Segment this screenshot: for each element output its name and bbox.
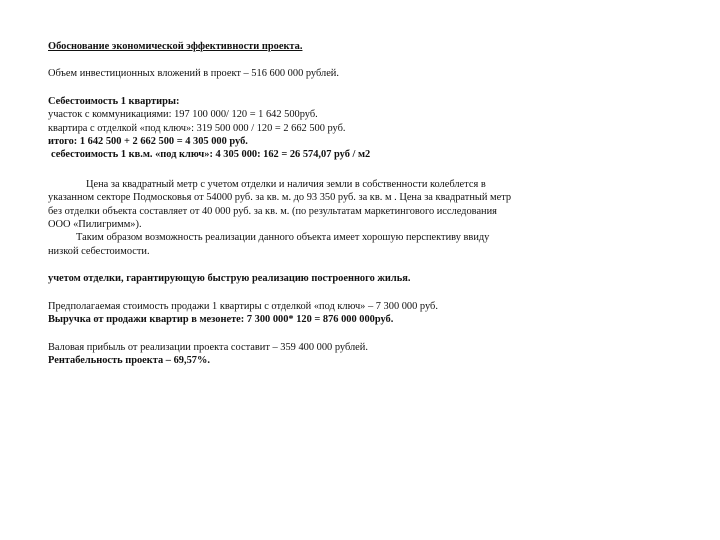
market-line-1: Цена за квадратный метр с учетом отделки и наличия земли в собственности колеблется в xyxy=(86,178,486,190)
cost-apartment: квартира с отделкой «под ключ»: 319 500 000 / 120 = 2 662 500 руб. xyxy=(48,122,346,134)
market-line-5: Таким образом возможность реализации данного объекта имеет хорошую перспективу ввиду xyxy=(76,232,490,244)
cost-land: участок с коммуникациями: 197 100 000/ 120 = 1 642 500руб. xyxy=(48,109,318,121)
profit-section xyxy=(48,341,618,368)
market-line-6: низкой себестоимости. xyxy=(48,245,150,257)
market-line-2: указанном секторе Подмосковья от 54000 руб. за кв. м. до 93 350 руб. за кв. м . Цена за квадратный метр xyxy=(48,192,512,204)
investment-volume: Объем инвестиционных вложений в проект – 516 600 000 рублей. xyxy=(48,68,339,80)
document-heading: Обоснование экономической эффективности проекта. xyxy=(48,41,303,52)
document-body xyxy=(48,40,618,367)
market-line-4: ООО «Пилигримм»). xyxy=(48,219,142,231)
market-line-3: без отделки объекта составляет от 40 000 руб. за кв. м. (по результатам маркетингового исследования xyxy=(48,205,497,217)
market-paragraph xyxy=(48,178,618,258)
sales-revenue: Выручка от продажи квартир в мезонете: 7 300 000* 120 = 876 000 000руб. xyxy=(48,314,394,326)
cost-title: Себестоимость 1 квартиры: xyxy=(48,95,180,107)
profitability: Рентабельность проекта – 69,57%. xyxy=(48,354,210,366)
gross-profit: Валовая прибыль от реализации проекта составит – 359 400 000 рублей. xyxy=(48,341,368,353)
key-statement: учетом отделки, гарантирующую быструю реализацию построенного жилья. xyxy=(48,273,411,285)
sales-section xyxy=(48,300,618,327)
sales-price: Предполагаемая стоимость продажи 1 квартиры с отделкой «под ключ» – 7 300 000 руб. xyxy=(48,300,438,312)
cost-total: итого: 1 642 500 + 2 662 500 = 4 305 000 руб. xyxy=(48,136,248,148)
cost-section xyxy=(48,95,618,162)
cost-per-sqm: себестоимость 1 кв.м. «под ключ»: 4 305 000: 162 = 26 574,07 руб / м2 xyxy=(51,149,371,161)
